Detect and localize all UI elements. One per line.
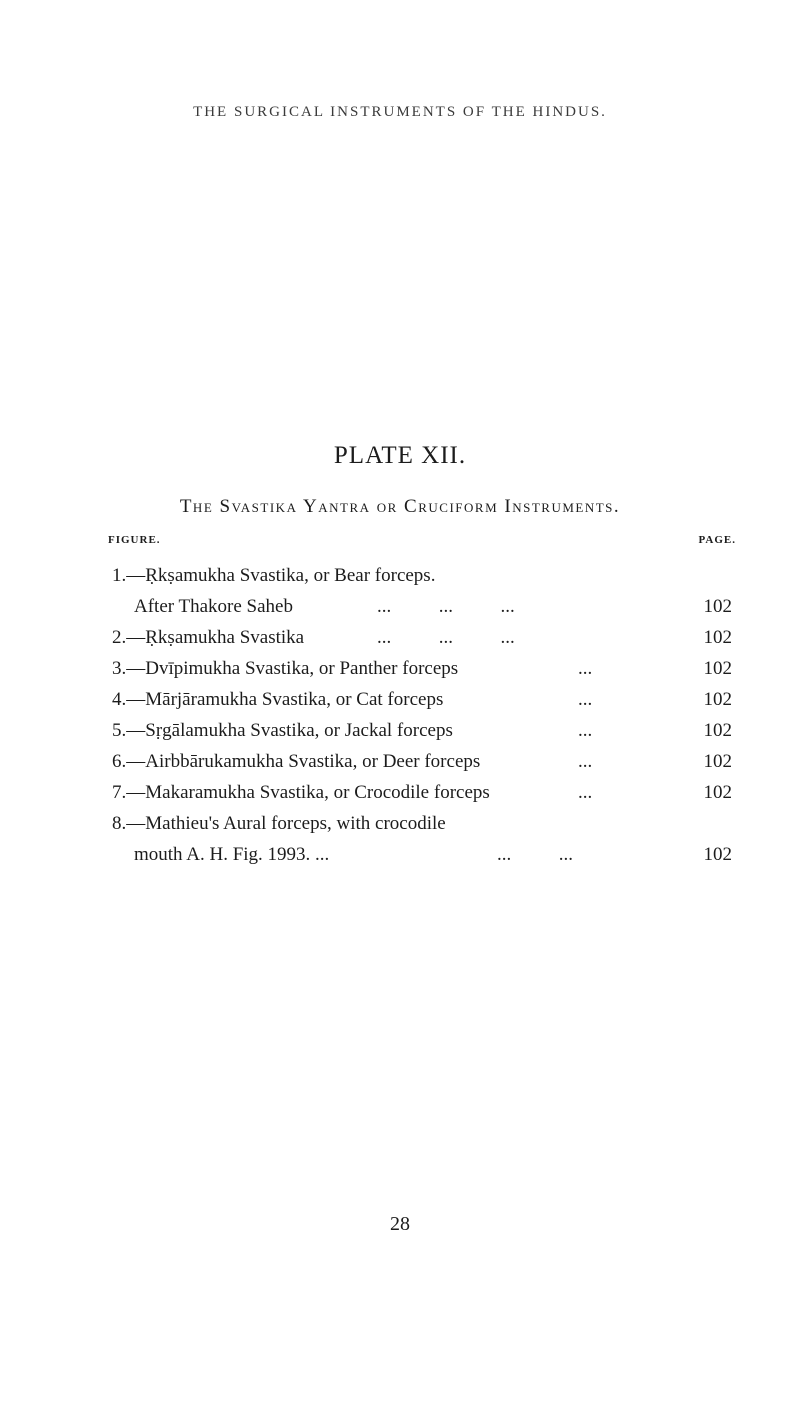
list-item: [112, 777, 740, 808]
entry-page-number: 102: [703, 844, 732, 865]
figure-column-header: FIGURE.: [108, 534, 161, 546]
leader-dots: ...: [578, 689, 593, 710]
entry-page-number: 102: [703, 689, 732, 710]
entry-text: 7.—Makaramukha Svastika, or Crocodile forceps: [112, 782, 490, 803]
list-item: [112, 746, 740, 777]
plate-subtitle: The Svastika Yantra or Cruciform Instruments.: [179, 496, 621, 517]
entry-text: 6.—Airbbārukamukha Svastika, or Deer forceps: [112, 751, 481, 772]
running-head: THE SURGICAL INSTRUMENTS OF THE HINDUS.: [193, 104, 607, 120]
list-item: [112, 715, 740, 746]
leader-dots: ... ... ...: [377, 596, 515, 617]
entry-page-number: 102: [703, 658, 732, 679]
page-column-header: PAGE.: [698, 534, 736, 546]
list-item: [112, 653, 740, 684]
entry-text: 8.—Mathieu's Aural forceps, with crocodile: [112, 813, 446, 834]
page-number: 28: [390, 1213, 410, 1235]
entry-page-number: 102: [703, 627, 732, 648]
leader-dots: ...: [578, 658, 593, 679]
figure-list: [112, 560, 740, 870]
entry-text: 2.—Ṛkṣamukha Svastika: [112, 627, 305, 648]
list-item: [112, 684, 740, 715]
entry-text-continued: After Thakore Saheb: [134, 596, 293, 617]
leader-dots: ...: [578, 751, 593, 772]
entry-text: 1.—Ṛkṣamukha Svastika, or Bear forceps.: [112, 565, 436, 586]
list-item: [112, 808, 740, 870]
column-headers: [108, 534, 736, 552]
leader-dots: ...: [578, 720, 593, 741]
entry-text: 5.—Sṛgālamukha Svastika, or Jackal forceps: [112, 720, 453, 741]
leader-dots: ... ...: [497, 844, 573, 865]
list-item: [112, 622, 740, 653]
plate-title: PLATE XII.: [333, 442, 467, 469]
list-item: [112, 560, 740, 622]
leader-dots: ...: [578, 782, 593, 803]
leader-dots: ... ... ...: [377, 627, 515, 648]
entry-page-number: 102: [703, 751, 732, 772]
entry-page-number: 102: [703, 720, 732, 741]
entry-text: 3.—Dvīpimukha Svastika, or Panther forceps: [112, 658, 459, 679]
entry-text: 4.—Mārjāramukha Svastika, or Cat forceps: [112, 689, 444, 710]
entry-page-number: 102: [703, 596, 732, 617]
entry-text-continued: mouth A. H. Fig. 1993. ...: [134, 844, 330, 865]
entry-page-number: 102: [703, 782, 732, 803]
